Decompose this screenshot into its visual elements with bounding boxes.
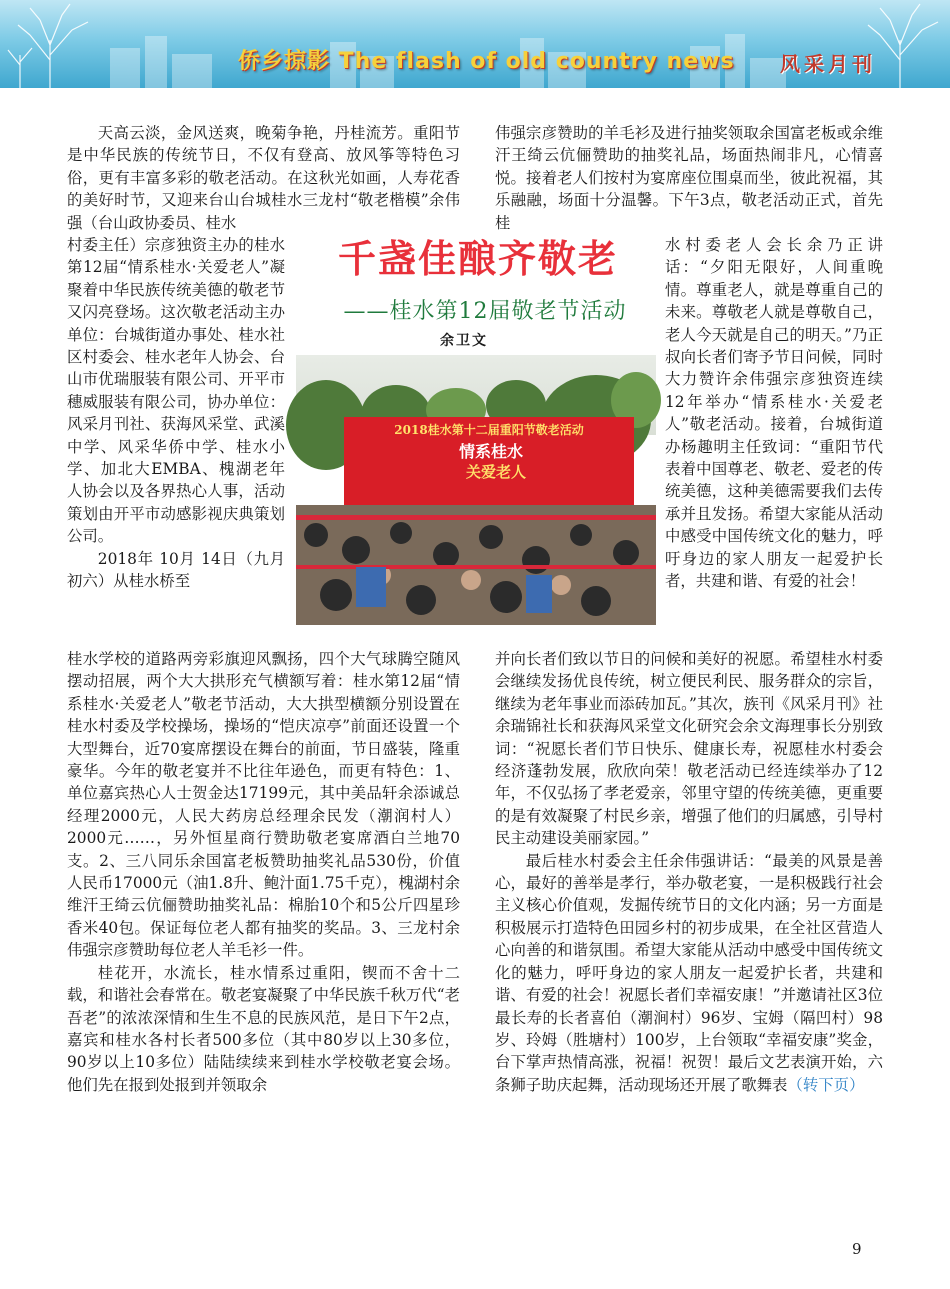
photo-crowd — [296, 505, 656, 625]
continue-next-page-link[interactable]: （转下页） — [787, 1075, 865, 1094]
paragraph-text: 最后桂水村委会主任余伟强讲话：“最美的风景是善心，最好的善举是孝行，举办敬老宴，一是积极践行社会主义核心价值观，发掘传统节日的文化内涵；另一方面是积极展示打造特色田园乡村的初步成果，在全社区营造人心向善的和谐氛围。希望大家能从活动中感受中国传统文化的魅力，呼吁身边的家人朋友一起爱护长者，共建和谐、有爱的社会！祝愿长者们幸福安康！”并邀请社区3位最长寿的长者喜伯（潮涧村）96岁、宝姆（隔凹村）98岁、玲姆（胜塘村）100岁，上台领取“幸福安康”奖金，台下掌声热情高涨，祝福！祝贺！最后文艺表演开始，六条狮子助庆起舞，活动现场还开展了歌舞表 — [495, 851, 883, 1094]
paragraph: 水村委老人会长余乃正讲话：“夕阳无限好，人间重晚情。尊重老人，就是尊重自己的未来。尊敬老人就是尊敬自己，老人今天就是自己的明天。”乃正叔向长者们寄予节日问候，同时大力赞许余伟强宗彦独资连续12年举办“情系桂水·关爱老人”敬老活动。接着，台城街道办杨趣明主任致词：“重阳节代表着中国尊老、敬老、爱老的传统美德，这种美德需要我们去传承并且发扬。希望大家能从活动中感受中国传统文化的魅力，呼吁身边的家人朋友一起爱护长者，共建和谐、有爱的社会！ — [665, 236, 883, 591]
article-subtitle: ——桂水第12届敬老节活动 — [343, 299, 627, 324]
paragraph: 桂花开，水流长，桂水情系过重阳，锲而不舍十二载，和谐社会春常在。敬老宴凝聚了中华民族千秋万代“老吾老”的浓浓深情和生生不息的民族风范，是日下午2点，嘉宾和桂水各村长者500多位（其中80岁以上30多位，90岁以上10多位）陆陆续续来到桂水学校敬老宴会场。他们先在报到处报到并领取余 — [67, 963, 460, 1094]
article-author: 余卫文 — [440, 333, 488, 349]
paragraph: 桂水学校的道路两旁彩旗迎风飘扬，四个大气球腾空随风摆动招展，两个大大拱形充气横额写着：桂水第12届“情系桂水·关爱老人”敬老节活动，大大拱型横额分别设置在桂水村委及学校操场，操场的“恺庆凉亭”前面还设置一个大型舞台，近70宴席摆设在舞台的前面，节日盛装，隆重豪华。今年的敬老宴并不比往年逊色，而更有特色：1、单位嘉宾热心人士贺金达17199元，其中美品轩余添诚总经理2000元，人民大药房总经理余民发（潮润村人）2000元……，另外恒星商行赞助敬老宴席酒白兰地70支。2、三八同乐余国富老板赞助抽奖礼品530份，价值人民币17000元（油1.8升、鲍汁面1.75千克），槐湖村余维汗王绮云伉俪赞助抽奖礼品：棉胎10个和5公斤四星珍香米40包。保证每位老人都有抽奖的奖品。3、三龙村余伟强宗彦赞助每位老人羊毛衫一件。 — [67, 650, 460, 960]
paragraph: 并向长者们致以节日的问候和美好的祝愿。希望桂水村委会继续发扬优良传统，树立便民利民、服务群众的宗旨，继续为老年事业而添砖加瓦。”其次，族刊《风采月刊》社余瑞锦社长和获海风采堂文化研究会余文海理事长分别致词：“祝愿长者们节日快乐、健康长寿，祝愿桂水村委会经济蓬勃发展，欣欣向荣！敬老活动已经连续举办了12年，不仅弘扬了孝老爱亲，邻里守望的传统美德，更重要的是有效凝聚了村民乡亲，增强了他们的归属感，引导村民主动建设美丽家园。” — [495, 650, 883, 848]
stage-backdrop — [344, 417, 634, 517]
paragraph: 村委主任）宗彦独资主办的桂水第12届“情系桂水·关爱老人”凝聚着中华民族传统美德的敬老节又闪亮登场。这次敬老活动主办单位：台城街道办事处、桂水社区村委会、桂水老年人协会、台山市优瑞服装有限公司、开平市穗威服装有限公司，协办单位：风采月刊社、获海风采堂、武溪中学、风采华侨中学、桂水小学、加北大EMBA、槐湖老年人协会以及各界热心人事，活动策划由开平市动感影视庆典策划公司。 — [67, 236, 285, 546]
paragraph: 2018年 10月 14日（九月初六）从桂水桥至 — [67, 549, 285, 591]
right-column-bottom — [495, 648, 883, 1096]
right-column-top — [495, 122, 883, 234]
paragraph: 天高云淡，金风送爽，晚菊争艳，丹桂流芳。重阳节是中华民族的传统节日，不仅有登高、放风筝等特色习俗，更有丰富多彩的敬老活动。在这秋光如画，人寿花香的美好时节，又迎来台山台城桂水三龙村“敬老楷模”余伟强（台山政协委员、桂水 — [67, 124, 460, 232]
right-column-narrow — [665, 234, 883, 593]
magazine-section-title: 侨乡掠影 The flash of old country news — [238, 49, 735, 74]
article-title: 千盏佳酿齐敬老 — [337, 237, 618, 281]
event-photo — [296, 355, 656, 625]
page-number: 9 — [852, 1240, 862, 1258]
magazine-name: 风采月刊 — [780, 52, 876, 76]
header-banner — [0, 0, 950, 88]
left-column-narrow — [67, 234, 285, 591]
stage-banner-sub: 关爱老人 — [465, 463, 526, 481]
left-column-top — [67, 122, 460, 234]
left-column-bottom — [67, 648, 460, 1096]
stage-banner-title: 2018桂水第十二届重阳节敬老活动 — [394, 423, 584, 437]
paragraph: 伟强宗彦赞助的羊毛衫及进行抽奖领取余国富老板或余维汗王绮云伉俪赞助的抽奖礼品，场面热闹非凡，心情喜悦。接着老人们按村为宴席座位围桌而坐，彼此祝福，其乐融融，场面十分温馨。下午3点，敬老活动正式，首先桂 — [495, 124, 883, 232]
stage-banner-main: 情系桂水 — [458, 442, 523, 461]
paragraph — [495, 850, 883, 1096]
